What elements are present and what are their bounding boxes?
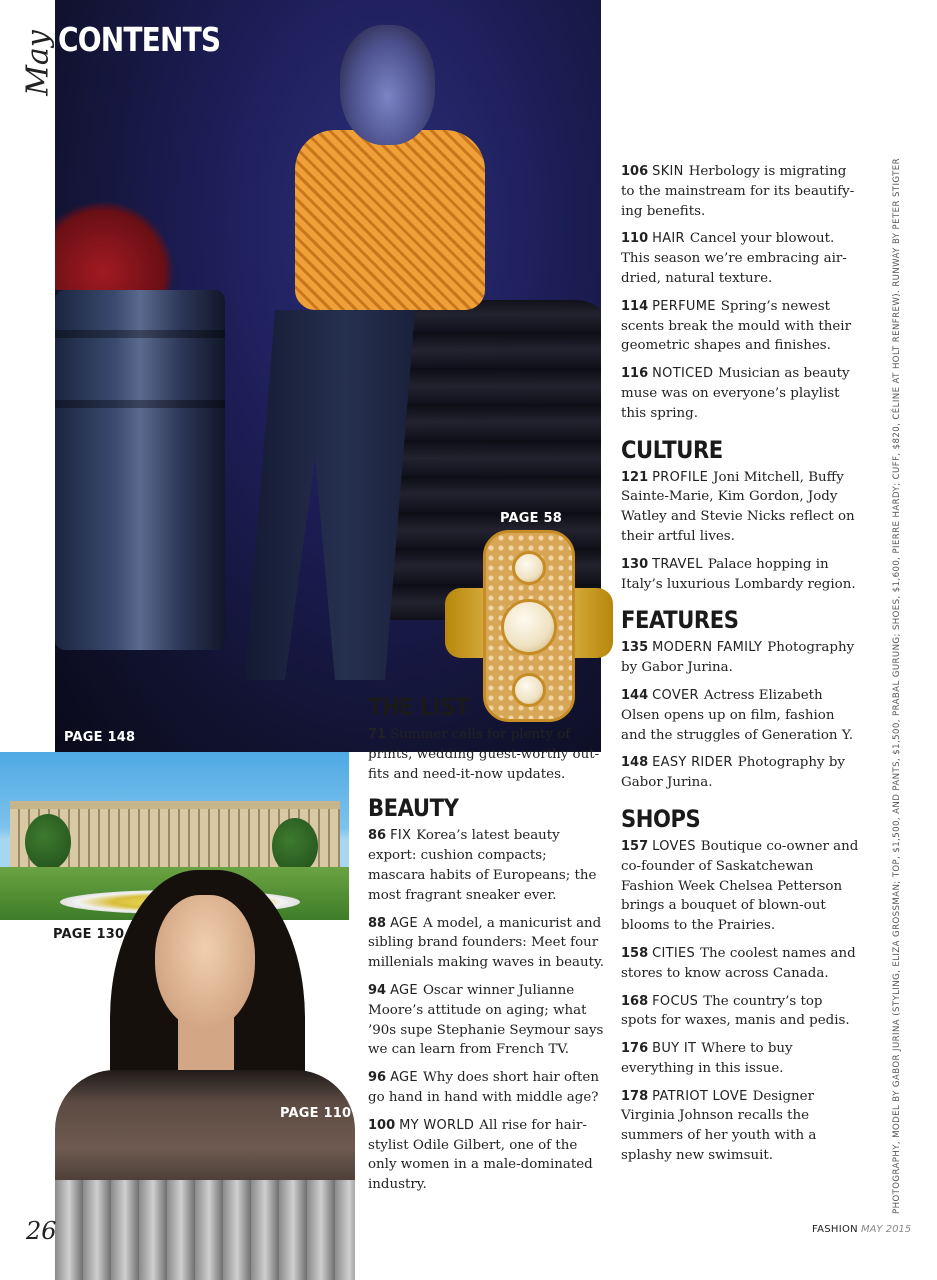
entry-category: MY WORLD (399, 1117, 475, 1133)
entry-text: Summer calls for plenty of prints, wedding guest-worthy out-fits and need-it-now updates. (368, 727, 600, 782)
pearl (512, 551, 546, 585)
right-column (621, 162, 861, 1174)
entry-text: Joni Mitchell, Buffy Sainte-Marie, Kim Gordon, Jody Watley and Stevie Nicks reflect on their artful lives. (621, 469, 855, 544)
entry-text: All rise for hair-stylist Odile Gilbert, one of the only women in a male-dominated industry. (368, 1117, 593, 1193)
entry-category: BUY IT (652, 1041, 697, 1057)
toc-entry[interactable] (368, 826, 608, 905)
entry-category: PERFUME (652, 298, 716, 314)
issue-month-text: May (20, 30, 56, 96)
entry-category: FOCUS (652, 993, 699, 1009)
folio-page-number: 26 (26, 1217, 57, 1245)
page-number: 94 (368, 982, 387, 998)
middle-column (368, 693, 608, 1203)
metallic-tile-top (55, 1180, 355, 1280)
footer-magazine-line (812, 1224, 911, 1235)
entry-category: TRAVEL (652, 556, 703, 572)
toc-entry[interactable] (621, 468, 861, 547)
page-number: 144 (621, 687, 649, 703)
photo-credits: PHOTOGRAPHY, MODEL BY GABOR JURINA (STYLING, ELIZA GROSSMAN; TOP, $1,500, AND PANTS, $1,500, PRABAL GURUNG; SHOES, $1,600, PIERRE HARDY; CUFF, $820, CÉLINE AT HOLT RENFREW). RUNWAY BY PETER STIGTER (892, 158, 902, 1214)
section-heading-beauty: BEAUTY (368, 794, 459, 823)
page-number: 100 (368, 1117, 396, 1133)
page-tag-palace[interactable]: PAGE 130 (53, 927, 125, 942)
entry-category: AGE (390, 915, 418, 931)
page-number: 158 (621, 945, 649, 961)
entry-category: EASY RIDER (652, 755, 733, 771)
oil-barrel (55, 290, 225, 650)
entry-text: Boutique co-owner and co-founder of Saskatchewan Fashion Week Chelsea Petterson brings a bouquet of blown-out blooms to the Prairies. (621, 838, 859, 934)
toc-entry[interactable] (621, 837, 861, 936)
entry-category: CITIES (652, 945, 696, 961)
entry-text: Photography by Gabor Jurina. (621, 640, 855, 676)
page-tag-main[interactable]: PAGE 148 (64, 730, 136, 745)
toc-entry[interactable] (621, 753, 861, 793)
entry-text: Spring’s newest scents break the mould with their geometric shapes and finishes. (621, 298, 851, 354)
page-number: 178 (621, 1088, 649, 1104)
page-number: 86 (368, 828, 387, 844)
entry-text: Why does short hair often go hand in hand with middle age? (368, 1070, 599, 1105)
section-heading-features: FEATURES (621, 606, 739, 635)
toc-entry[interactable] (368, 1068, 608, 1108)
pearl (501, 599, 557, 655)
toc-entry[interactable] (621, 364, 861, 423)
section-heading-culture: CULTURE (621, 435, 723, 464)
toc-entry[interactable] (368, 981, 608, 1060)
entry-category: MODERN FAMILY (652, 640, 763, 656)
page-number: 176 (621, 1041, 649, 1057)
page-tag-portrait[interactable]: PAGE 110 (280, 1106, 352, 1121)
model-head (340, 25, 435, 145)
page-number: 157 (621, 838, 649, 854)
page-number: 96 (368, 1070, 387, 1086)
entry-category: PROFILE (652, 469, 709, 485)
entry-category: AGE (390, 982, 418, 998)
page-number: 114 (621, 298, 649, 314)
entry-text: Musician as beauty muse was on everyone’s playlist this spring. (621, 366, 850, 421)
entry-category: COVER (652, 687, 699, 703)
entry-text: Korea’s latest beauty export: cushion compacts; mascara habits of Europeans; the most fragrant sneaker ever. (368, 828, 597, 903)
page-number: 71 (368, 727, 387, 742)
toc-entry[interactable] (621, 992, 861, 1032)
issue-date: MAY 2015 (860, 1224, 912, 1235)
entry-text: Designer Virginia Johnson recalls the summers of her youth with a splashy new swimsuit. (621, 1088, 817, 1164)
entry-category: NOTICED (652, 366, 714, 382)
issue-month (18, 28, 58, 98)
toc-entry[interactable] (621, 1039, 861, 1079)
toc-entry[interactable] (621, 229, 861, 288)
entry-text: Palace hopping in Italy’s luxurious Lombardy region. (621, 556, 856, 592)
toc-entry[interactable] (621, 555, 861, 595)
entry-text: Herbology is migrating to the mainstream for its beautify-ing benefits. (621, 164, 855, 219)
page-number: 110 (621, 231, 649, 247)
model-orange-top (295, 130, 485, 310)
entry-category: HAIR (652, 231, 685, 247)
toc-entry[interactable] (621, 638, 861, 678)
entry-text: A model, a manicurist and sibling brand founders: Meet four millenials making waves in beauty. (368, 915, 605, 971)
toc-entry[interactable] (621, 944, 861, 984)
section-heading-shops: SHOPS (621, 804, 701, 833)
entry-text: Where to buy everything in this issue. (621, 1041, 793, 1076)
page-number: 116 (621, 366, 649, 382)
page-number: 130 (621, 556, 649, 572)
entry-category: PATRIOT LOVE (652, 1088, 748, 1104)
entry-text: The coolest names and stores to know across Canada. (621, 945, 856, 981)
page-number: 88 (368, 915, 387, 931)
page-number: 135 (621, 640, 649, 656)
entry-category: AGE (390, 1070, 418, 1086)
page-number: 106 (621, 164, 649, 179)
magazine-name: FASHION (812, 1224, 858, 1235)
page-number: 121 (621, 469, 649, 485)
entry-category: FIX (390, 828, 412, 844)
entry-category: SKIN (652, 164, 684, 179)
entry-text: The country’s top spots for waxes, manis and pedis. (621, 993, 850, 1029)
page-number: 148 (621, 755, 649, 771)
motorcycle (55, 200, 175, 290)
toc-entry[interactable] (621, 1087, 861, 1166)
tree (25, 814, 71, 870)
page-tag-ring[interactable]: PAGE 58 (500, 511, 562, 526)
toc-entry[interactable] (368, 1116, 608, 1195)
entry-text: Photography by Gabor Jurina. (621, 755, 845, 791)
entry-text: Oscar winner Julianne Moore’s attitude on aging; what ’90s supe Stephanie Seymour says we can learn from French TV. (368, 982, 604, 1058)
model-face (155, 895, 255, 1030)
page-title: CONTENTS (58, 20, 221, 59)
toc-entry[interactable] (621, 686, 861, 745)
toc-entry[interactable] (368, 914, 608, 973)
entry-text: Cancel your blowout. This season we’re embracing air-dried, natural texture. (621, 231, 847, 286)
toc-entry[interactable] (621, 297, 861, 356)
page-number: 168 (621, 993, 649, 1009)
entry-category: LOVES (652, 838, 696, 854)
section-heading-the-list: THE LIST (368, 693, 470, 721)
entry-text: Actress Elizabeth Olsen opens up on film, fashion and the struggles of Generation Y. (621, 687, 854, 743)
toc-entry[interactable] (621, 162, 861, 221)
toc-entry[interactable] (368, 725, 608, 784)
